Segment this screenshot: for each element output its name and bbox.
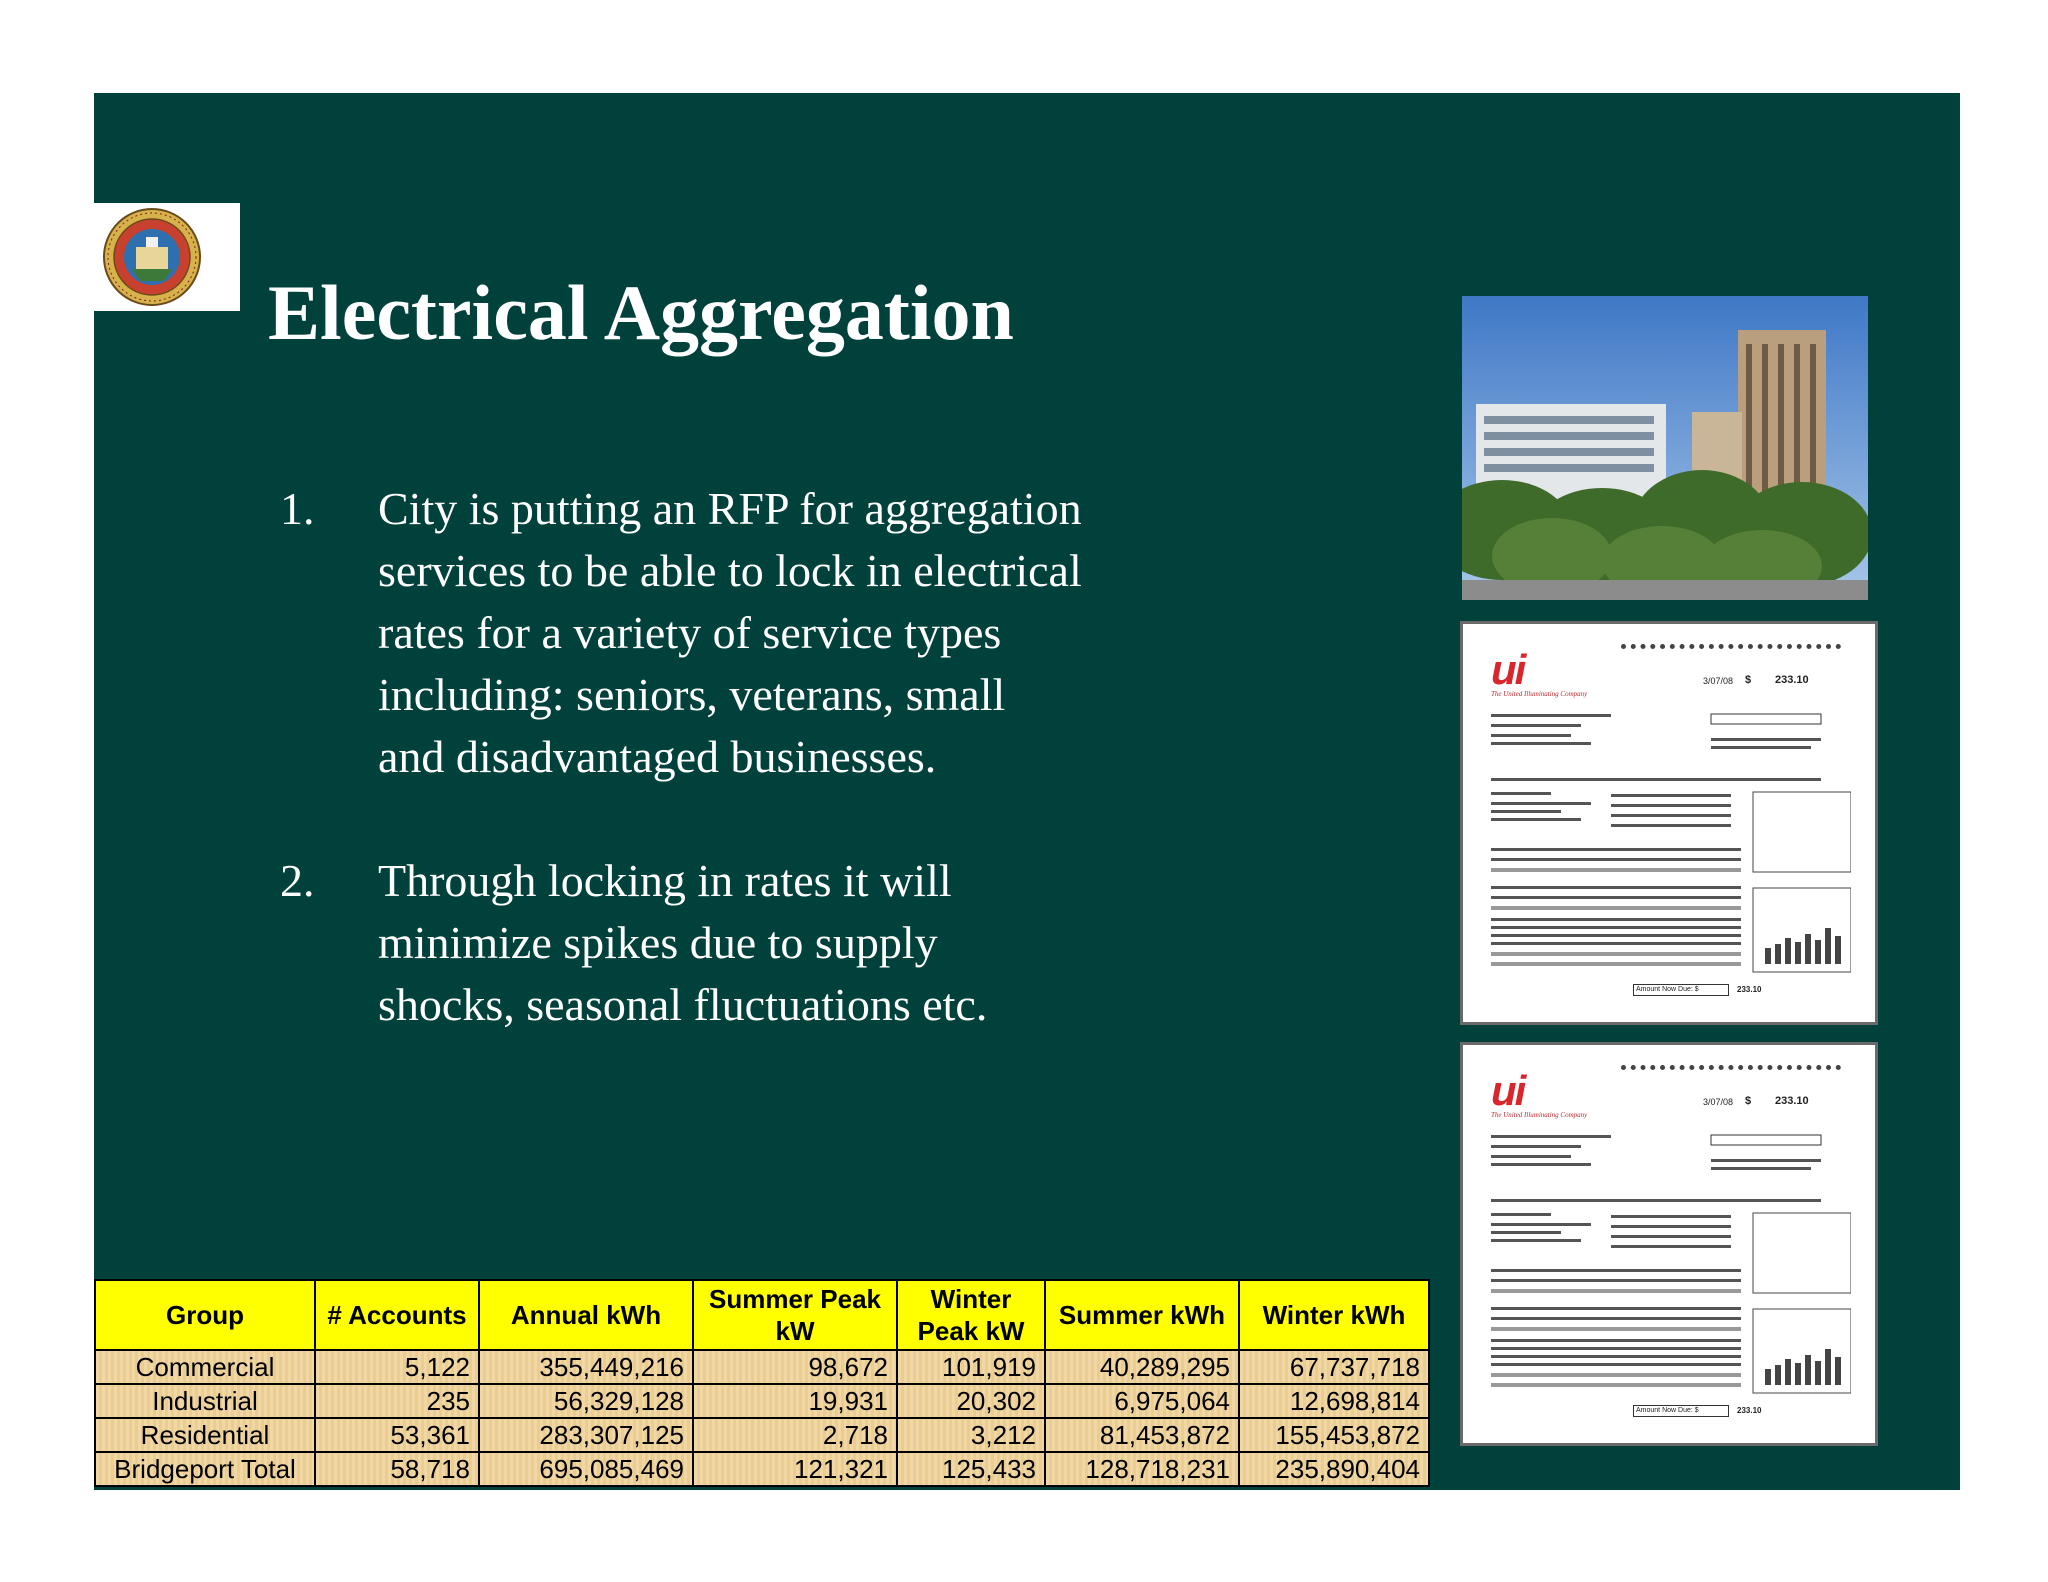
- bill-amount: 233.10: [1775, 674, 1809, 686]
- table-cell: 19,931: [693, 1384, 897, 1418]
- bill-currency: $: [1745, 674, 1752, 686]
- page-number: 0: [1880, 1402, 1895, 1435]
- table-row-total: [95, 1452, 1429, 1486]
- column-header: Winter Peak kW: [897, 1280, 1045, 1350]
- table-cell: 235,890,404: [1239, 1452, 1429, 1486]
- column-header: Summer kWh: [1045, 1280, 1239, 1350]
- table-cell: 235: [315, 1384, 479, 1418]
- bill-amount-due: 233.10: [1737, 1406, 1762, 1415]
- table-cell: Commercial: [95, 1350, 315, 1384]
- table-cell: 56,329,128: [479, 1384, 693, 1418]
- list-line: and disadvantaged businesses.: [378, 731, 937, 782]
- table-cell: Bridgeport Total: [95, 1452, 315, 1486]
- bill-barcode-icon: [1621, 644, 1841, 650]
- list-line: minimize spikes due to supply: [378, 917, 938, 968]
- city-of-bridgeport-seal-icon: [102, 207, 202, 307]
- table-cell: 53,361: [315, 1418, 479, 1452]
- column-header: Group: [95, 1280, 315, 1350]
- bill-body-illustration: [1491, 1129, 1851, 1399]
- bill-company-name: The United Illuminating Company: [1491, 690, 1588, 698]
- city-seal-box: [94, 203, 240, 311]
- city-buildings-photo: [1462, 296, 1868, 600]
- column-header: Annual kWh: [479, 1280, 693, 1350]
- list-item: [280, 850, 1200, 1036]
- table-cell: Residential: [95, 1418, 315, 1452]
- table-cell: 6,975,064: [1045, 1384, 1239, 1418]
- table-cell: 3,212: [897, 1418, 1045, 1452]
- list-line: Through locking in rates it will: [378, 855, 952, 906]
- list-number: 1.: [280, 483, 315, 534]
- bill-body-illustration: [1491, 708, 1851, 978]
- bill-amount-due-label: Amount Now Due: $: [1633, 1405, 1729, 1417]
- table-cell: Industrial: [95, 1384, 315, 1418]
- table-cell: 128,718,231: [1045, 1452, 1239, 1486]
- bill-amount: 233.10: [1775, 1095, 1809, 1107]
- table-row: [95, 1350, 1429, 1384]
- list-item: [280, 478, 1200, 788]
- table-cell: 125,433: [897, 1452, 1045, 1486]
- bill-date: 3/07/08: [1703, 1097, 1734, 1107]
- utility-bill-image: [1460, 1042, 1878, 1446]
- table-row: [95, 1418, 1429, 1452]
- list-number: 2.: [280, 855, 315, 906]
- list-line: including: seniors, veterans, small: [378, 669, 1006, 720]
- table-cell: 155,453,872: [1239, 1418, 1429, 1452]
- table-cell: 101,919: [897, 1350, 1045, 1384]
- column-header: Summer Peak kW: [693, 1280, 897, 1350]
- list-line: rates for a variety of service types: [378, 607, 1002, 658]
- table-cell: 58,718: [315, 1452, 479, 1486]
- list-line: City is putting an RFP for aggregation: [378, 483, 1082, 534]
- bill-currency: $: [1745, 1095, 1752, 1107]
- city-photo-illustration: [1462, 296, 1868, 600]
- ui-logo: ui: [1491, 1067, 1525, 1114]
- table-header-row: [95, 1280, 1429, 1350]
- table-cell: 695,085,469: [479, 1452, 693, 1486]
- table-cell: 40,289,295: [1045, 1350, 1239, 1384]
- table-row: [95, 1384, 1429, 1418]
- bill-amount-due-label: Amount Now Due: $: [1633, 984, 1729, 996]
- table-cell: 67,737,718: [1239, 1350, 1429, 1384]
- table-cell: 5,122: [315, 1350, 479, 1384]
- ui-logo: ui: [1491, 646, 1525, 693]
- table-cell: 121,321: [693, 1452, 897, 1486]
- numbered-list: [280, 478, 1200, 1036]
- table-cell: 20,302: [897, 1384, 1045, 1418]
- bill-amount-due: 233.10: [1737, 985, 1762, 994]
- table-cell: 12,698,814: [1239, 1384, 1429, 1418]
- bill-barcode-icon: [1621, 1065, 1841, 1071]
- table-cell: 283,307,125: [479, 1418, 693, 1452]
- column-header: Winter kWh: [1239, 1280, 1429, 1350]
- list-line: shocks, seasonal fluctuations etc.: [378, 979, 988, 1030]
- bill-date: 3/07/08: [1703, 676, 1734, 686]
- bill-company-name: The United Illuminating Company: [1491, 1111, 1588, 1119]
- slide-title: Electrical Aggregation: [268, 269, 1014, 356]
- table-cell: 81,453,872: [1045, 1418, 1239, 1452]
- list-line: services to be able to lock in electrical: [378, 545, 1082, 596]
- table-cell: 98,672: [693, 1350, 897, 1384]
- utility-bill-image: [1460, 621, 1878, 1025]
- electricity-usage-table: [94, 1279, 1430, 1487]
- column-header: # Accounts: [315, 1280, 479, 1350]
- table-cell: 2,718: [693, 1418, 897, 1452]
- table-cell: 355,449,216: [479, 1350, 693, 1384]
